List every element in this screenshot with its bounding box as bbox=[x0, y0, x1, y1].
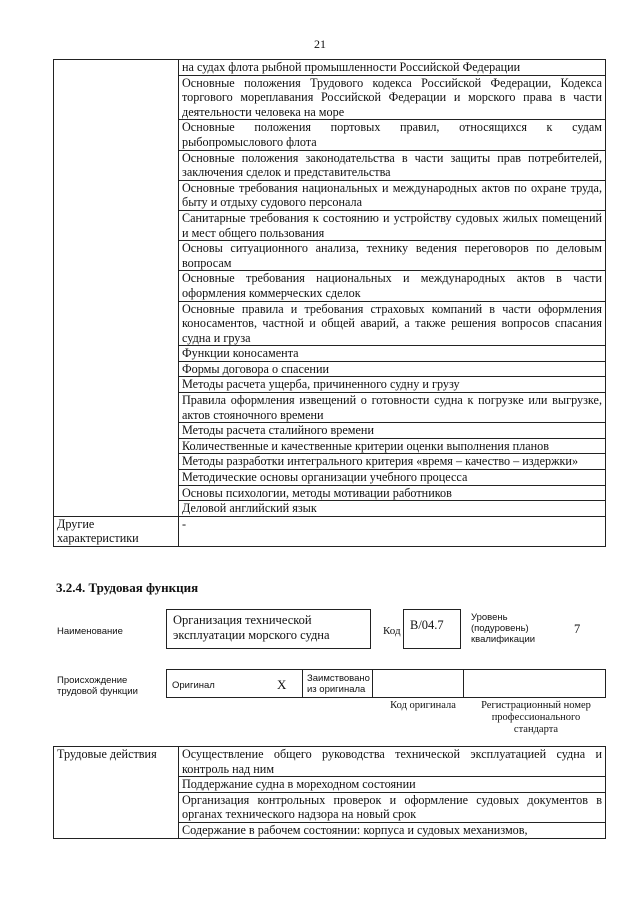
page-number: 21 bbox=[314, 37, 326, 51]
name-label: Наименование bbox=[57, 626, 123, 637]
borrowed-label: Заимствовано из оригинала bbox=[307, 673, 370, 695]
table-cell: Основные требования национальных и международных актов по охране труда, быту и отдыху судового персонала bbox=[179, 180, 606, 210]
function-name-box bbox=[166, 609, 371, 649]
code-value: B/04.7 bbox=[410, 618, 444, 632]
level-area bbox=[465, 609, 606, 649]
table-cell: Основные положения портовых правил, относящихся к судам рыбопромыслового флота bbox=[179, 120, 606, 150]
table-cell: Организация контрольных проверок и оформление судовых документов в органах технического надзора на новый срок bbox=[179, 792, 606, 822]
table-cell: Деловой английский язык bbox=[179, 501, 606, 517]
table-cell: Содержание в рабочем состоянии: корпуса и судовых механизмов, bbox=[179, 822, 606, 838]
section-title: 3.2.4. Трудовая функция bbox=[56, 580, 199, 595]
origin-label: Происхождение трудовой функции bbox=[57, 675, 138, 697]
table-cell: Методы расчета сталийного времени bbox=[179, 423, 606, 439]
origin-code-box bbox=[372, 669, 464, 698]
table-row bbox=[54, 747, 606, 777]
table-cell: Основные правила и требования страховых компаний в части оформления коносаментов, частной и общей аварий, а также решения вопросов спасания судна и груза bbox=[179, 301, 606, 346]
table-cell: Основы психологии, методы мотивации работников bbox=[179, 485, 606, 501]
table-row bbox=[54, 60, 606, 76]
level-label: Уровень (подуровень) квалификации bbox=[471, 612, 536, 645]
labor-actions-table bbox=[53, 746, 606, 839]
origin-code-caption: Код оригинала bbox=[390, 700, 456, 711]
reg-number-caption: Регистрационный номер профессионального стандарта bbox=[481, 700, 591, 735]
table-cell: Санитарные требования к состоянию и устройству судовых жилых помещений и мест общего пользования bbox=[179, 210, 606, 240]
other-characteristics-value: - bbox=[179, 516, 606, 546]
original-label: Оригинал bbox=[172, 680, 215, 691]
level-value: 7 bbox=[574, 622, 581, 636]
left-empty-cell bbox=[54, 60, 179, 517]
table-cell: Правила оформления извещений о готовности судна к погрузке или выгрузке, актов стояночного времени bbox=[179, 393, 606, 423]
code-box bbox=[403, 609, 461, 649]
table-cell: Осуществление общего руководства технической эксплуатацией судна и контроль над ним bbox=[179, 747, 606, 777]
table-cell: Основы ситуационного анализа, технику ведения переговоров по деловым вопросам bbox=[179, 241, 606, 271]
table-cell: Методические основы организации учебного процесса bbox=[179, 470, 606, 486]
table-cell: Методы расчета ущерба, причиненного судну и грузу bbox=[179, 377, 606, 393]
table-cell: Количественные и качественные критерии оценки выполнения планов bbox=[179, 438, 606, 454]
table-cell: Функции коносамента bbox=[179, 346, 606, 362]
table-cell: Формы договора о спасении bbox=[179, 361, 606, 377]
reg-number-box bbox=[463, 669, 606, 698]
table-cell: на судах флота рыбной промышленности Российской Федерации bbox=[179, 60, 606, 76]
table-cell: Методы разработки интегрального критерия «время – качество – издержки» bbox=[179, 454, 606, 470]
function-name: Организация технической эксплуатации морского судна bbox=[173, 613, 330, 642]
other-characteristics-label: Другие характеристики bbox=[54, 516, 179, 546]
table-cell: Поддержание судна в мореходном состоянии bbox=[179, 777, 606, 793]
table-cell: Основные положения законодательства в части защиты прав потребителей, заключения сделок и представительства bbox=[179, 150, 606, 180]
table-row bbox=[54, 516, 606, 546]
knowledge-table bbox=[53, 59, 606, 547]
table-cell: Основные требования национальных и международных актов в части оформления коммерческих сделок bbox=[179, 271, 606, 301]
code-label: Код bbox=[383, 625, 401, 637]
table-cell: Основные положения Трудового кодекса Российской Федерации, Кодекса торгового мореплавания Российской Федерации и морского права в части деятельности человека на море bbox=[179, 75, 606, 120]
original-mark: X bbox=[277, 677, 287, 692]
labor-actions-label: Трудовые действия bbox=[54, 747, 179, 839]
